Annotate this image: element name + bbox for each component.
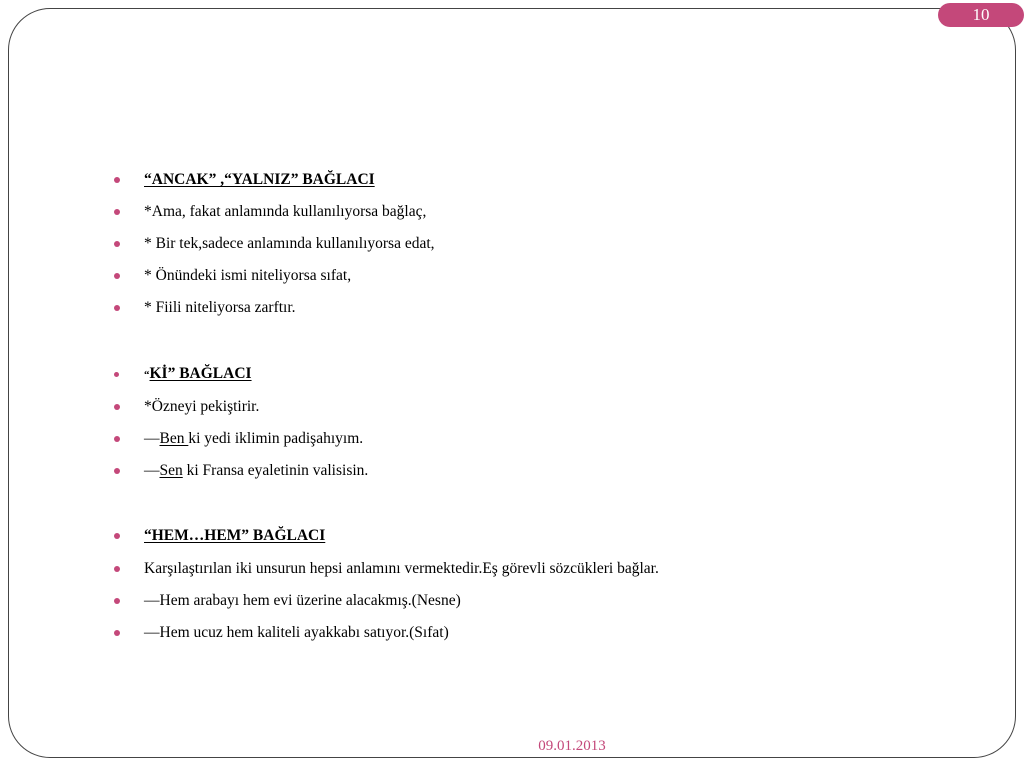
heading-open-quote: “ [144, 369, 150, 381]
underlined-word: Sen [159, 462, 183, 479]
list-item-text [144, 459, 368, 483]
underlined-word: Ben [159, 430, 189, 447]
bullet-icon [114, 533, 120, 539]
bullet-icon [114, 436, 120, 442]
dash: — [144, 430, 160, 447]
section-heading-ki [144, 362, 252, 387]
bullet-icon [114, 241, 120, 247]
list-item-text [144, 427, 363, 451]
footer-date: 09.01.2013 [538, 738, 606, 754]
section-heading-hem: “HEM…HEM” BAĞLACI [144, 527, 326, 544]
bullet-icon [114, 209, 120, 215]
bullet-icon [114, 273, 120, 279]
list-item-text: Karşılaştırılan iki unsurun hepsi anlamını vermektedir.Eş görevli sözcükleri bağlar. [144, 560, 659, 577]
dash: — [144, 462, 160, 479]
section-heading-ancak: “ANCAK” ,“YALNIZ” BAĞLACI [144, 171, 375, 188]
heading-text: Kİ” BAĞLACI [149, 365, 252, 382]
list-item-text: *Ama, fakat anlamında kullanılıyorsa bağlaç, [144, 203, 427, 220]
bullet-icon [114, 177, 120, 183]
page-number-badge: 10 [938, 3, 1024, 27]
list-item-text: * Fiili niteliyorsa zarftır. [144, 299, 296, 316]
bullet-icon [114, 566, 120, 572]
bullet-icon [114, 305, 120, 311]
list-item-text: —Hem arabayı hem evi üzerine alacakmış.(Nesne) [144, 592, 461, 609]
list-item-text: —Hem ucuz hem kaliteli ayakkabı satıyor.(Sıfat) [144, 624, 449, 641]
line-rest: ki yedi iklimin padişahıyım. [188, 430, 364, 447]
bullet-icon [114, 598, 120, 604]
bullet-icon [114, 468, 120, 474]
list-item-text: *Özneyi pekiştirir. [144, 398, 260, 415]
bullet-icon [114, 404, 120, 410]
list-item-text: * Önündeki ismi niteliyorsa sıfat, [144, 267, 352, 284]
bullet-icon [114, 372, 119, 377]
line-rest: ki Fransa eyaletinin valisisin. [182, 462, 369, 479]
list-item-text: * Bir tek,sadece anlamında kullanılıyorsa edat, [144, 235, 435, 252]
bullet-icon [114, 630, 120, 636]
